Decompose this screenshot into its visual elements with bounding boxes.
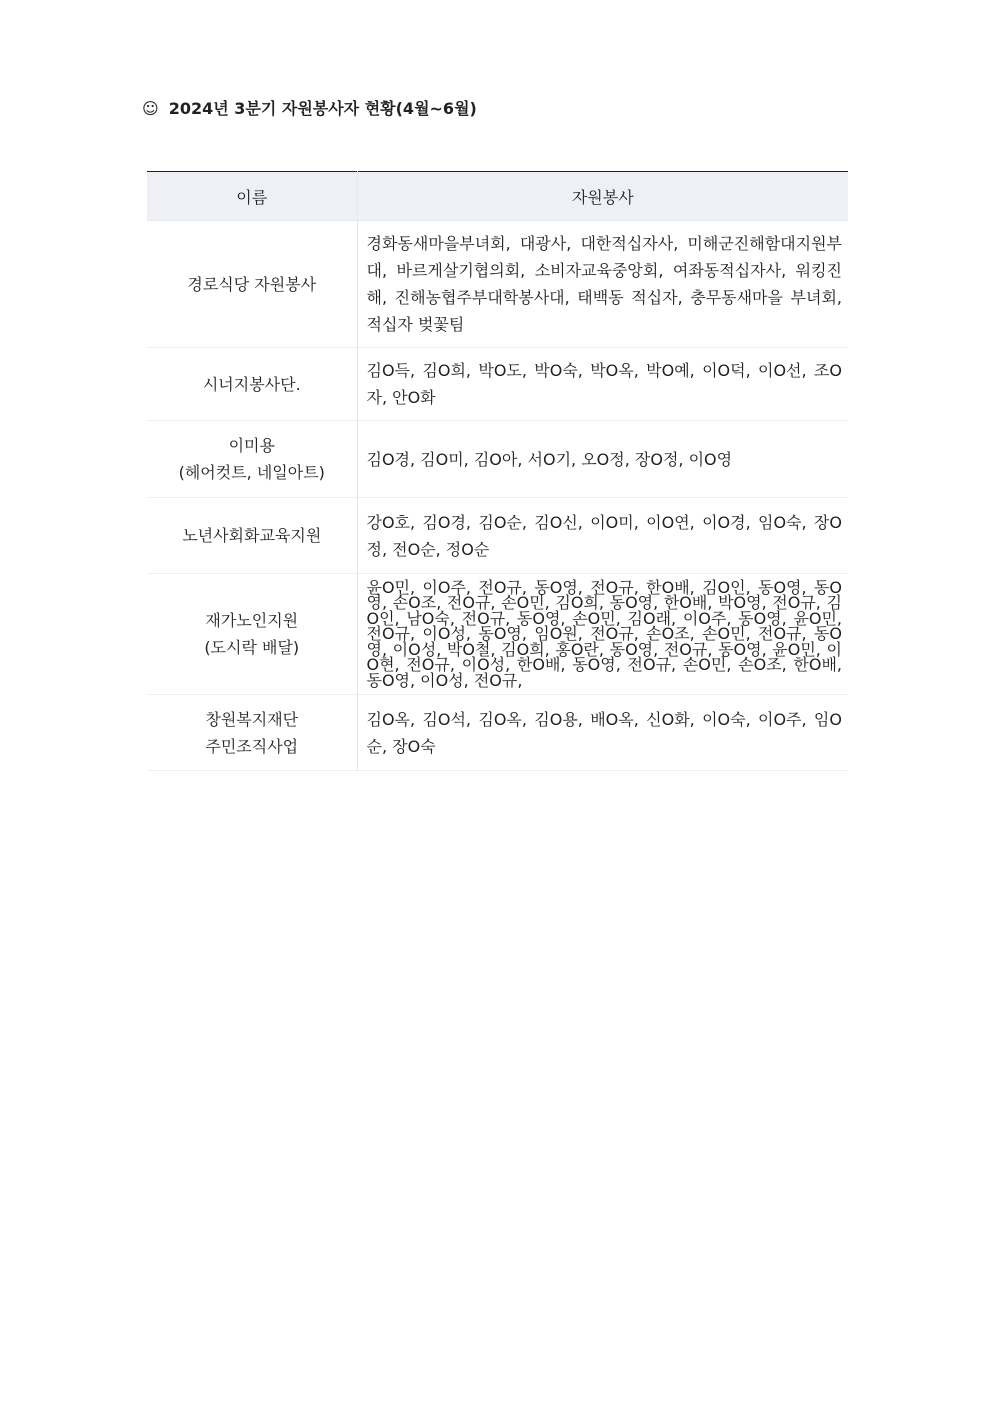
program-name-cell	[147, 421, 357, 498]
table-row	[147, 421, 848, 498]
table-row	[147, 348, 848, 421]
program-name-cell	[147, 348, 357, 421]
volunteer-list: 윤O민, 이O주, 전O규, 동O영, 전O규, 한O배, 김O인, 동O영, 동O영, 손O조, 전O규, 손O민, 김O희, 동O영, 한O배, 박O영, 전O규, 김O인, 남O숙, 전O규, 동O영, 손O민, 김O래, 이O주, 동O영, 윤O민, 전O규, 이O성, 동O영, 임O원, 전O규, 손O조, 손O민, 전O규, 동O영, 이O성, 박O철, 김O희, 홍O란, 동O영, 전O규, 동O영, 윤O민, 이O현, 전O규, 이O성, 한O배, 동O영, 전O규, 손O민, 손O조, 한O배, 동O영, 이O성, 전O규,	[357, 574, 848, 695]
program-name: 이미용	[228, 436, 275, 455]
program-name-sub: 주민조직사업	[205, 736, 299, 756]
volunteer-table	[147, 171, 848, 771]
program-name: 노년사회화교육지원	[182, 526, 322, 545]
smiley-icon: ☺	[142, 99, 159, 118]
program-name: 창원복지재단	[205, 709, 299, 729]
table-row	[147, 695, 848, 771]
volunteer-list: 경화동새마을부녀회, 대광사, 대한적십자사, 미해군진해함대지원부대, 바르게살기협의회, 소비자교육중앙회, 여좌동적십자사, 워킹진해, 진해농협주부대학봉사대, 태백동 적십자, 충무동새마을 부녀회, 적십자 벚꽃팀	[357, 221, 848, 348]
program-name-cell	[147, 695, 357, 771]
program-name-cell	[147, 574, 357, 695]
program-name-sub: (도시락 배달)	[204, 638, 300, 657]
page-title	[142, 96, 477, 119]
program-name: 재가노인지원	[205, 611, 299, 630]
table-row	[147, 574, 848, 695]
volunteer-list: 김O옥, 김O석, 김O옥, 김O용, 배O옥, 신O화, 이O숙, 이O주, 임O순, 장O숙	[357, 695, 848, 771]
volunteer-list: 김O경, 김O미, 김O아, 서O기, 오O정, 장O정, 이O영	[357, 421, 848, 498]
table-row	[147, 498, 848, 574]
volunteer-list: 김O득, 김O희, 박O도, 박O숙, 박O옥, 박O예, 이O덕, 이O선, 조O자, 안O화	[357, 348, 848, 421]
page-title-text: 2024년 3분기 자원봉사자 현황(4월~6월)	[168, 99, 477, 118]
table-header-row	[147, 172, 848, 221]
program-name-cell	[147, 498, 357, 574]
volunteer-list: 강O호, 김O경, 김O순, 김O신, 이O미, 이O연, 이O경, 임O숙, 장O정, 전O순, 정O순	[357, 498, 848, 574]
column-header-volunteer: 자원봉사	[357, 172, 848, 221]
program-name: 시너지봉사단.	[202, 374, 301, 394]
table-row	[147, 221, 848, 348]
program-name: 경로식당 자원봉사	[187, 274, 317, 294]
program-name-cell	[147, 221, 357, 348]
program-name-sub: (헤어컷트, 네일아트)	[178, 463, 325, 482]
column-header-name: 이름	[147, 172, 357, 221]
